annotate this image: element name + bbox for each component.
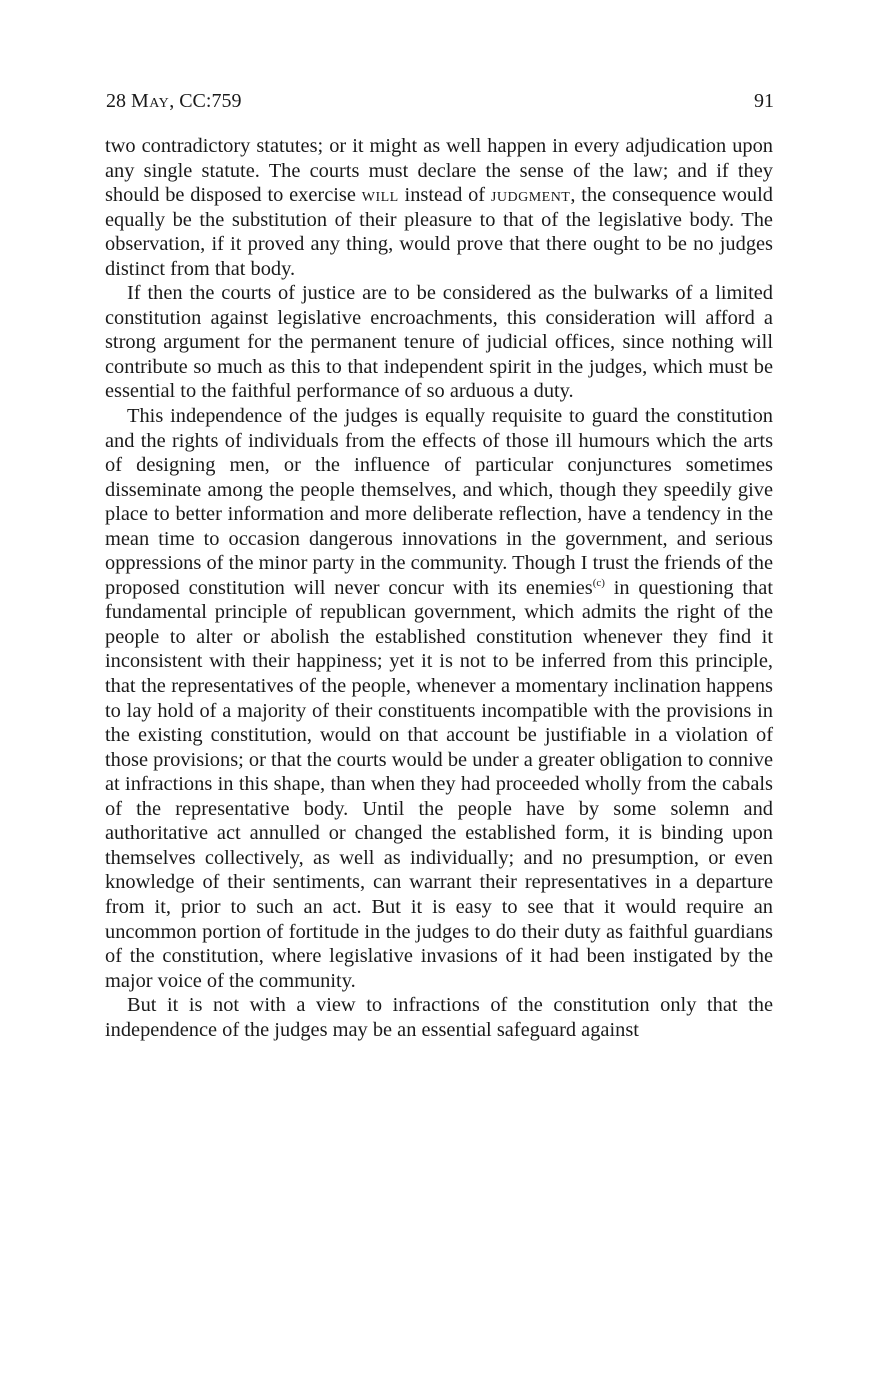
paragraph-3 xyxy=(105,404,773,993)
running-head xyxy=(106,88,774,114)
paragraph-3-text-a: This independence of the judges is equally requisite to guard the constitution and the rights of individuals from the effects of those ill humours which the arts of designing men, or the influence of particular conjunctures sometimes disseminate among the people themselves, and which, though they speedily give place to better information and more deliberate reflection, have a tendency in the mean time to occasion dangerous innovations in the government, and serious oppressions of the minor party in the community. Though I trust the friends of the proposed constitution will never concur with its enemies xyxy=(105,405,773,599)
paragraph-1-judgment: judgment xyxy=(490,184,571,207)
paragraph-4-text: But it is not with a view to infractions of the constitution only that the independence of the judges may be an essential safeguard against xyxy=(105,994,773,1041)
paragraph-3-text-b: in questioning that fundamental principle of republican government, which admits the right of the people to alter or abolish the established constitution whenever they find it inconsistent with their happiness; yet it is not to be inferred from this principle, that the representatives of the people, whenever a momentary inclination happens to lay hold of a majority of their constituents incompatible with the provisions in the existing constitution, would on that account be justifiable in a violation of those provisions; or that the courts would be under a greater obligation to connive at infractions in this shape, than when they had proceeded wholly from the cabals of the representative body. Until the people have by some solemn and authoritative act annulled or changed the established form, it is binding upon themselves collectively, as well as individually; and no presumption, or even knowledge of their sentiments, can warrant their representatives in a departure from it, prior to such an act. But it is easy to see that it would require an uncommon portion of fortitude in the judges to do their duty as faithful guardians of the constitution, where legislative invasions of it had been instigated by the major voice of the community. xyxy=(105,576,773,992)
paragraph-2-text: If then the courts of justice are to be considered as the bulwarks of a limited constitution against legislative encroachments, this consideration will afford a strong argument for the permanent tenure of judicial offices, since nothing will contribute so much as this to that independent spirit in the judges, which must be essential to the faithful performance of so arduous a duty. xyxy=(105,282,773,403)
page-number: 91 xyxy=(754,90,774,112)
paragraph-4 xyxy=(105,993,773,1042)
paragraph-2 xyxy=(105,281,773,404)
running-head-title: 28 May, CC:759 xyxy=(106,90,242,112)
footnote-marker-c: (c) xyxy=(592,576,605,589)
paragraph-1 xyxy=(105,134,773,281)
paragraph-1-text-c: , the consequence would equally be the substitution of their pleasure to that of the legislative body. The observation, if it proved any thing, would prove that there ought to be no judges distinct from that body. xyxy=(105,184,773,280)
paragraph-1-text-a: two contradictory statutes; or it might as well happen in every adjudication upon any single statute. The courts must declare the sense of the law; and if they should be disposed to exercise xyxy=(105,135,773,207)
paragraph-1-text-b: instead of xyxy=(398,184,491,207)
paragraph-1-will: will xyxy=(361,184,399,207)
body-text xyxy=(105,134,773,1042)
